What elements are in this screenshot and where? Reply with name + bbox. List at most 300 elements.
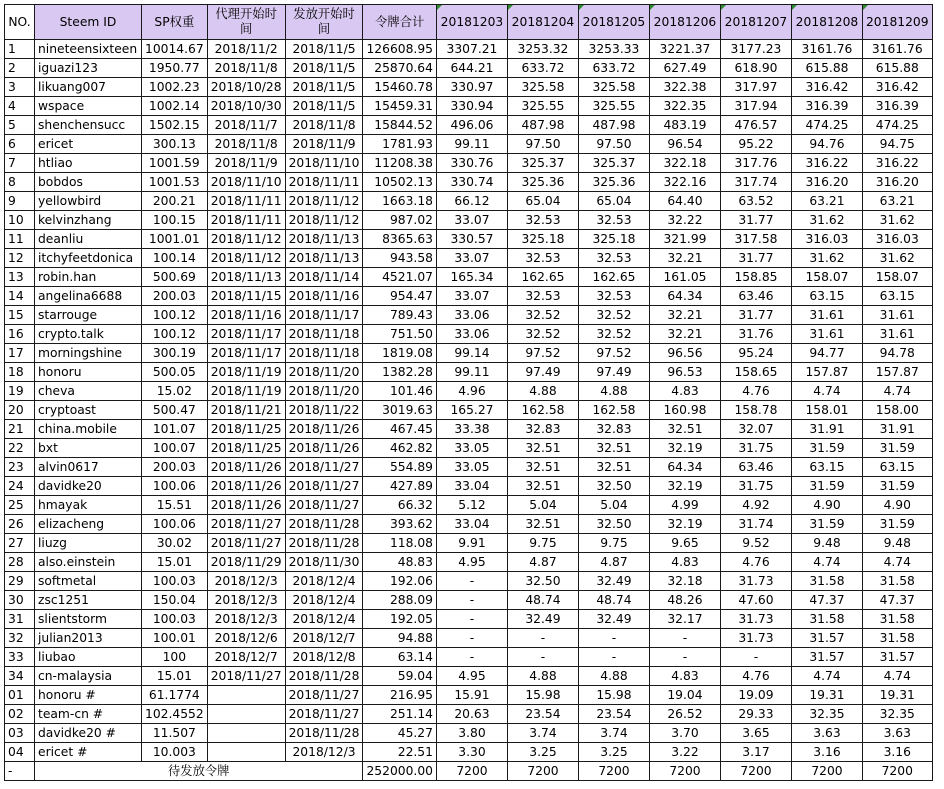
cell-no: 29 [5, 572, 35, 591]
cell-daily-token: 32.35 [862, 705, 932, 724]
header-date [862, 5, 932, 40]
cell-steem-id: china.mobile [35, 420, 142, 439]
cell-daily-token: 32.51 [649, 420, 720, 439]
cell-daily-token: 321.99 [649, 230, 720, 249]
cell-no: 26 [5, 515, 35, 534]
cell-delegate-start: 2018/11/15 [207, 287, 285, 306]
cell-sp-weight: 200.03 [142, 287, 208, 306]
cell-marker-icon [721, 5, 726, 10]
cell-daily-token: 32.52 [507, 325, 578, 344]
cell-issue-start: 2018/11/27 [285, 477, 363, 496]
cell-daily-token: 47.60 [720, 591, 791, 610]
cell-daily-token: 94.77 [791, 344, 862, 363]
cell-daily-token: 316.03 [862, 230, 932, 249]
cell-daily-token: 316.22 [791, 154, 862, 173]
table-row [5, 724, 933, 743]
cell-daily-token: 63.15 [862, 458, 932, 477]
table-row [5, 572, 933, 591]
cell-token-total: 15460.78 [363, 78, 437, 97]
cell-delegate-start: 2018/11/8 [207, 59, 285, 78]
cell-daily-token: 325.58 [578, 78, 649, 97]
table-row [5, 743, 933, 762]
cell-sp-weight: 1002.14 [142, 97, 208, 116]
table-row [5, 496, 933, 515]
cell-daily-token: 32.52 [578, 325, 649, 344]
cell-issue-start: 2018/11/28 [285, 667, 363, 686]
cell-issue-start: 2018/11/5 [285, 59, 363, 78]
cell-daily-token: - [436, 572, 507, 591]
cell-daily-token: 325.36 [507, 173, 578, 192]
cell-delegate-start: 2018/11/26 [207, 477, 285, 496]
cell-token-total: 94.88 [363, 629, 437, 648]
cell-daily-token: 9.75 [507, 534, 578, 553]
cell-steem-id: julian2013 [35, 629, 142, 648]
cell-steem-id: deanliu [35, 230, 142, 249]
cell-daily-token: 322.16 [649, 173, 720, 192]
cell-daily-token: 474.25 [791, 116, 862, 135]
cell-sp-weight: 1950.77 [142, 59, 208, 78]
cell-token-total: 1819.08 [363, 344, 437, 363]
cell-issue-start: 2018/11/8 [285, 116, 363, 135]
cell-daily-token: 487.98 [578, 116, 649, 135]
table-row [5, 515, 933, 534]
cell-daily-token: 33.38 [436, 420, 507, 439]
cell-sp-weight: 300.19 [142, 344, 208, 363]
table-row [5, 420, 933, 439]
cell-issue-start: 2018/11/13 [285, 249, 363, 268]
cell-daily-token: 94.78 [862, 344, 932, 363]
cell-issue-start: 2018/11/26 [285, 439, 363, 458]
cell-daily-token: 3253.32 [507, 40, 578, 59]
cell-daily-token: 47.37 [791, 591, 862, 610]
cell-sp-weight: 1001.01 [142, 230, 208, 249]
cell-no: 17 [5, 344, 35, 363]
header-date [507, 5, 578, 40]
cell-daily-token: 325.58 [507, 78, 578, 97]
cell-daily-token: 158.85 [720, 268, 791, 287]
cell-daily-token: 31.91 [862, 420, 932, 439]
cell-daily-token: 316.22 [862, 154, 932, 173]
cell-daily-token: - [436, 610, 507, 629]
cell-daily-token: 330.76 [436, 154, 507, 173]
cell-daily-token: 4.76 [720, 667, 791, 686]
cell-daily-token: 325.36 [578, 173, 649, 192]
cell-steem-id: likuang007 [35, 78, 142, 97]
cell-daily-token: 483.19 [649, 116, 720, 135]
table-body [5, 40, 933, 781]
cell-daily-token: 97.49 [578, 363, 649, 382]
cell-daily-token: 9.91 [436, 534, 507, 553]
cell-no: 24 [5, 477, 35, 496]
cell-no: 34 [5, 667, 35, 686]
cell-sp-weight: 1001.59 [142, 154, 208, 173]
cell-daily-token: 4.74 [791, 667, 862, 686]
header-token-total: 令牌合计 [363, 5, 437, 40]
cell-sp-weight: 15.51 [142, 496, 208, 515]
cell-daily-token: 31.62 [791, 249, 862, 268]
cell-daily-token: 63.21 [862, 192, 932, 211]
cell-daily-token: 32.17 [649, 610, 720, 629]
cell-token-total: 22.51 [363, 743, 437, 762]
cell-daily-token: 32.83 [507, 420, 578, 439]
cell-daily-token: 162.65 [507, 268, 578, 287]
cell-daily-token: - [507, 648, 578, 667]
cell-sp-weight: 10014.67 [142, 40, 208, 59]
cell-daily-token: - [507, 629, 578, 648]
cell-daily-token: 644.21 [436, 59, 507, 78]
cell-daily-token: 4.76 [720, 553, 791, 572]
cell-token-total: 15844.52 [363, 116, 437, 135]
cell-daily-token: 7200 [436, 762, 507, 781]
table-row [5, 173, 933, 192]
cell-token-total: 3019.63 [363, 401, 437, 420]
header-sp-weight: SP权重 [142, 5, 208, 40]
cell-daily-token: 9.48 [791, 534, 862, 553]
table-row [5, 458, 933, 477]
cell-daily-token: 7200 [720, 762, 791, 781]
cell-sp-weight: 1502.15 [142, 116, 208, 135]
cell-daily-token: 4.74 [862, 553, 932, 572]
cell-token-total: 59.04 [363, 667, 437, 686]
cell-token-total: 987.02 [363, 211, 437, 230]
cell-daily-token: 3.80 [436, 724, 507, 743]
cell-daily-token: 32.53 [578, 249, 649, 268]
cell-steem-id: ericet # [35, 743, 142, 762]
table-row [5, 363, 933, 382]
cell-token-total: 15459.31 [363, 97, 437, 116]
table-row [5, 211, 933, 230]
cell-daily-token: 316.20 [791, 173, 862, 192]
cell-token-total: 216.95 [363, 686, 437, 705]
cell-daily-token: 160.98 [649, 401, 720, 420]
cell-sp-weight: 100.03 [142, 572, 208, 591]
cell-delegate-start: 2018/11/11 [207, 192, 285, 211]
cell-sp-weight: 500.05 [142, 363, 208, 382]
table-row [5, 40, 933, 59]
header-steem-id: Steem ID [35, 5, 142, 40]
cell-token-total: 8365.63 [363, 230, 437, 249]
cell-daily-token: 15.98 [578, 686, 649, 705]
cell-steem-id: team-cn # [35, 705, 142, 724]
cell-daily-token: 64.34 [649, 458, 720, 477]
cell-delegate-start [207, 705, 285, 724]
cell-sp-weight: 500.69 [142, 268, 208, 287]
cell-daily-token: 32.21 [649, 306, 720, 325]
cell-daily-token: 32.50 [507, 572, 578, 591]
cell-delegate-start: 2018/11/17 [207, 325, 285, 344]
cell-steem-id: zsc1251 [35, 591, 142, 610]
cell-daily-token: 19.31 [862, 686, 932, 705]
cell-daily-token: 317.58 [720, 230, 791, 249]
cell-issue-start: 2018/11/17 [285, 306, 363, 325]
table-row [5, 154, 933, 173]
cell-issue-start: 2018/11/18 [285, 344, 363, 363]
cell-steem-id: angelina6688 [35, 287, 142, 306]
cell-no: 27 [5, 534, 35, 553]
cell-issue-start: 2018/11/22 [285, 401, 363, 420]
cell-token-total: 943.58 [363, 249, 437, 268]
cell-steem-id: bxt [35, 439, 142, 458]
header-date-label: 20181204 [511, 14, 575, 29]
cell-daily-token: 9.65 [649, 534, 720, 553]
table-row [5, 78, 933, 97]
cell-daily-token: 32.35 [791, 705, 862, 724]
cell-steem-id: iguazi123 [35, 59, 142, 78]
cell-daily-token: 99.14 [436, 344, 507, 363]
cell-issue-start: 2018/12/4 [285, 572, 363, 591]
table-row [5, 268, 933, 287]
table-row [5, 344, 933, 363]
cell-token-total: 427.89 [363, 477, 437, 496]
cell-daily-token: 33.07 [436, 211, 507, 230]
pending-tokens-label: 待发放令牌 [35, 762, 363, 781]
cell-daily-token: 94.76 [791, 135, 862, 154]
cell-daily-token: 63.15 [791, 458, 862, 477]
cell-daily-token: 97.52 [578, 344, 649, 363]
cell-no: 22 [5, 439, 35, 458]
cell-steem-id: starrouge [35, 306, 142, 325]
cell-delegate-start: 2018/11/12 [207, 230, 285, 249]
cell-issue-start: 2018/11/20 [285, 382, 363, 401]
table-row [5, 135, 933, 154]
cell-daily-token: 95.24 [720, 344, 791, 363]
cell-no: 28 [5, 553, 35, 572]
cell-daily-token: 31.73 [720, 572, 791, 591]
cell-sp-weight: 100.12 [142, 306, 208, 325]
cell-daily-token: 3177.23 [720, 40, 791, 59]
cell-token-total: 251.14 [363, 705, 437, 724]
cell-issue-start: 2018/11/27 [285, 458, 363, 477]
cell-token-total: 63.14 [363, 648, 437, 667]
cell-daily-token: 4.88 [578, 667, 649, 686]
cell-token-total: 101.46 [363, 382, 437, 401]
cell-delegate-start: 2018/11/25 [207, 420, 285, 439]
cell-daily-token: 158.78 [720, 401, 791, 420]
cell-daily-token: 48.26 [649, 591, 720, 610]
cell-daily-token: 32.50 [578, 515, 649, 534]
cell-daily-token: 23.54 [578, 705, 649, 724]
cell-daily-token: 3.63 [862, 724, 932, 743]
cell-delegate-start: 2018/12/3 [207, 572, 285, 591]
cell-daily-token: 165.34 [436, 268, 507, 287]
cell-daily-token: 31.61 [791, 325, 862, 344]
cell-daily-token: 4.92 [720, 496, 791, 515]
cell-issue-start: 2018/11/16 [285, 287, 363, 306]
cell-daily-token: 7200 [862, 762, 932, 781]
cell-no: 13 [5, 268, 35, 287]
cell-daily-token: 3.16 [791, 743, 862, 762]
cell-daily-token: 32.52 [578, 306, 649, 325]
table-row [5, 116, 933, 135]
cell-no: 18 [5, 363, 35, 382]
cell-daily-token: 4.95 [436, 553, 507, 572]
cell-issue-start: 2018/11/27 [285, 496, 363, 515]
cell-issue-start: 2018/11/27 [285, 686, 363, 705]
cell-sp-weight: 100.07 [142, 439, 208, 458]
cell-daily-token: 31.73 [720, 610, 791, 629]
cell-daily-token: 23.54 [507, 705, 578, 724]
cell-daily-token: 325.55 [507, 97, 578, 116]
table-row [5, 667, 933, 686]
cell-no: 1 [5, 40, 35, 59]
token-distribution-table [4, 4, 933, 781]
cell-steem-id: kelvinzhang [35, 211, 142, 230]
cell-daily-token: 157.87 [862, 363, 932, 382]
header-date-label: 20181206 [653, 14, 717, 29]
header-date [649, 5, 720, 40]
cell-daily-token: 31.59 [791, 515, 862, 534]
cell-delegate-start: 2018/11/27 [207, 534, 285, 553]
table-row [5, 401, 933, 420]
cell-issue-start: 2018/11/28 [285, 724, 363, 743]
table-row [5, 249, 933, 268]
cell-delegate-start: 2018/10/28 [207, 78, 285, 97]
cell-issue-start: 2018/11/27 [285, 705, 363, 724]
cell-daily-token: 3.70 [649, 724, 720, 743]
cell-daily-token: 95.22 [720, 135, 791, 154]
cell-delegate-start: 2018/11/21 [207, 401, 285, 420]
cell-delegate-start: 2018/11/27 [207, 667, 285, 686]
cell-steem-id: alvin0617 [35, 458, 142, 477]
cell-daily-token: 26.52 [649, 705, 720, 724]
cell-daily-token: 32.50 [578, 477, 649, 496]
cell-issue-start: 2018/11/5 [285, 97, 363, 116]
header-date-label: 20181203 [440, 14, 504, 29]
cell-daily-token: 31.61 [862, 325, 932, 344]
cell-daily-token: 94.75 [862, 135, 932, 154]
table-row [5, 705, 933, 724]
cell-sp-weight: 15.02 [142, 382, 208, 401]
cell-daily-token: 31.77 [720, 211, 791, 230]
pending-tokens-row [5, 762, 933, 781]
cell-daily-token: 322.35 [649, 97, 720, 116]
cell-daily-token: 32.21 [649, 325, 720, 344]
cell-sp-weight: 10.003 [142, 743, 208, 762]
cell-issue-start: 2018/11/9 [285, 135, 363, 154]
cell-daily-token: 330.57 [436, 230, 507, 249]
cell-token-total: 1781.93 [363, 135, 437, 154]
table-row [5, 610, 933, 629]
cell-daily-token: 316.03 [791, 230, 862, 249]
cell-sp-weight: 100.12 [142, 325, 208, 344]
cell-issue-start: 2018/11/11 [285, 173, 363, 192]
cell-issue-start: 2018/11/12 [285, 211, 363, 230]
cell-token-total: 192.05 [363, 610, 437, 629]
cell-daily-token: 31.73 [720, 629, 791, 648]
cell-no: 12 [5, 249, 35, 268]
cell-daily-token: 31.59 [862, 477, 932, 496]
cell-daily-token: 31.75 [720, 477, 791, 496]
cell-token-total: 4521.07 [363, 268, 437, 287]
cell-daily-token: 487.98 [507, 116, 578, 135]
cell-daily-token: 158.01 [791, 401, 862, 420]
cell-delegate-start: 2018/11/26 [207, 496, 285, 515]
cell-sp-weight: 101.07 [142, 420, 208, 439]
cell-daily-token: 32.52 [507, 306, 578, 325]
cell-no: 32 [5, 629, 35, 648]
cell-sp-weight: 102.4552 [142, 705, 208, 724]
table-row [5, 591, 933, 610]
cell-issue-start: 2018/11/5 [285, 78, 363, 97]
cell-no: 30 [5, 591, 35, 610]
cell-daily-token: 4.95 [436, 667, 507, 686]
cell-delegate-start [207, 724, 285, 743]
cell-daily-token: 3.25 [507, 743, 578, 762]
table-row [5, 629, 933, 648]
header-date [436, 5, 507, 40]
cell-daily-token: 32.51 [507, 439, 578, 458]
cell-daily-token: 99.11 [436, 363, 507, 382]
cell-daily-token: 165.27 [436, 401, 507, 420]
cell-no: 20 [5, 401, 35, 420]
cell-delegate-start: 2018/11/2 [207, 40, 285, 59]
cell-daily-token: 5.04 [507, 496, 578, 515]
cell-delegate-start: 2018/11/17 [207, 344, 285, 363]
cell-token-total: 751.50 [363, 325, 437, 344]
cell-steem-id: morningshine [35, 344, 142, 363]
header-date-label: 20181209 [865, 14, 929, 29]
cell-daily-token: 32.83 [578, 420, 649, 439]
cell-daily-token: 3.65 [720, 724, 791, 743]
cell-no: 2 [5, 59, 35, 78]
cell-daily-token: 316.39 [791, 97, 862, 116]
cell-daily-token: 4.87 [578, 553, 649, 572]
cell-daily-token: 316.39 [862, 97, 932, 116]
cell-daily-token: 325.18 [578, 230, 649, 249]
cell-daily-token: 31.58 [791, 572, 862, 591]
cell-daily-token: 157.87 [791, 363, 862, 382]
cell-delegate-start: 2018/11/12 [207, 249, 285, 268]
cell-token-total: 1382.28 [363, 363, 437, 382]
cell-daily-token: 33.05 [436, 458, 507, 477]
cell-delegate-start: 2018/11/7 [207, 116, 285, 135]
cell-daily-token: 65.04 [507, 192, 578, 211]
cell-issue-start: 2018/11/20 [285, 363, 363, 382]
cell-daily-token: 32.53 [578, 211, 649, 230]
cell-daily-token: 19.09 [720, 686, 791, 705]
cell-delegate-start: 2018/12/3 [207, 610, 285, 629]
cell-daily-token: 4.87 [507, 553, 578, 572]
cell-steem-id: wspace [35, 97, 142, 116]
cell-daily-token: 5.12 [436, 496, 507, 515]
cell-daily-token: 63.15 [862, 287, 932, 306]
cell-daily-token: 33.06 [436, 325, 507, 344]
cell-daily-token: 31.57 [862, 648, 932, 667]
cell-daily-token: 48.74 [578, 591, 649, 610]
cell-no: 7 [5, 154, 35, 173]
cell-daily-token: 97.50 [507, 135, 578, 154]
cell-daily-token: 325.18 [507, 230, 578, 249]
cell-daily-token: 63.46 [720, 287, 791, 306]
header-date-label: 20181208 [795, 14, 859, 29]
cell-daily-token: 32.19 [649, 477, 720, 496]
cell-daily-token: 29.33 [720, 705, 791, 724]
cell-daily-token: 32.19 [649, 439, 720, 458]
cell-sp-weight: 100 [142, 648, 208, 667]
cell-issue-start: 2018/11/12 [285, 192, 363, 211]
cell-daily-token: 33.05 [436, 439, 507, 458]
cell-daily-token: 162.58 [507, 401, 578, 420]
cell-daily-token: 325.37 [578, 154, 649, 173]
cell-daily-token: 31.61 [791, 306, 862, 325]
cell-sp-weight: 30.02 [142, 534, 208, 553]
cell-token-total: 1663.18 [363, 192, 437, 211]
cell-issue-start: 2018/11/14 [285, 268, 363, 287]
cell-daily-token: 32.51 [578, 439, 649, 458]
cell-sp-weight: 200.03 [142, 458, 208, 477]
cell-daily-token: 5.04 [578, 496, 649, 515]
cell-daily-token: 32.53 [507, 287, 578, 306]
